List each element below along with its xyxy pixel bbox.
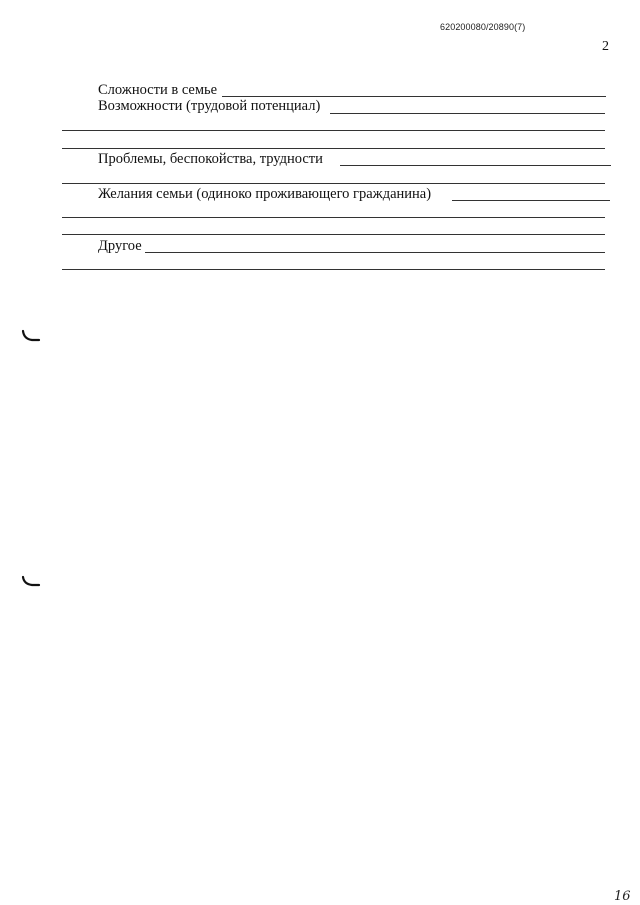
- field-label-problems: Проблемы, беспокойства, трудности: [98, 151, 323, 167]
- field-label-opportunities: Возможности (трудовой потенциал): [98, 98, 321, 114]
- folio-mark: 16: [614, 889, 631, 904]
- field-line-opportunities-extra-2[interactable]: [62, 148, 605, 149]
- field-line-opportunities-extra-1[interactable]: [62, 130, 605, 131]
- field-line-wishes-extra-1[interactable]: [62, 217, 605, 218]
- field-line-other[interactable]: [145, 252, 605, 253]
- field-line-family-difficulties[interactable]: [222, 96, 606, 97]
- field-label-other: Другое: [98, 238, 142, 254]
- field-label-wishes: Желания семьи (одиноко проживающего гражданина): [98, 186, 432, 202]
- page-number: 2: [602, 39, 609, 54]
- document-code: 620200080/20890(7): [440, 22, 526, 32]
- field-line-wishes[interactable]: [452, 200, 610, 201]
- field-line-wishes-extra-2[interactable]: [62, 234, 605, 235]
- field-label-family-difficulties: Сложности в семье: [98, 82, 218, 98]
- field-line-opportunities[interactable]: [330, 113, 605, 114]
- punch-hole-mark-bottom: [20, 573, 42, 589]
- field-line-problems[interactable]: [340, 165, 611, 166]
- field-line-other-extra-1[interactable]: [62, 269, 605, 270]
- field-line-problems-extra-1[interactable]: [62, 183, 605, 184]
- punch-hole-mark-top: [20, 328, 42, 344]
